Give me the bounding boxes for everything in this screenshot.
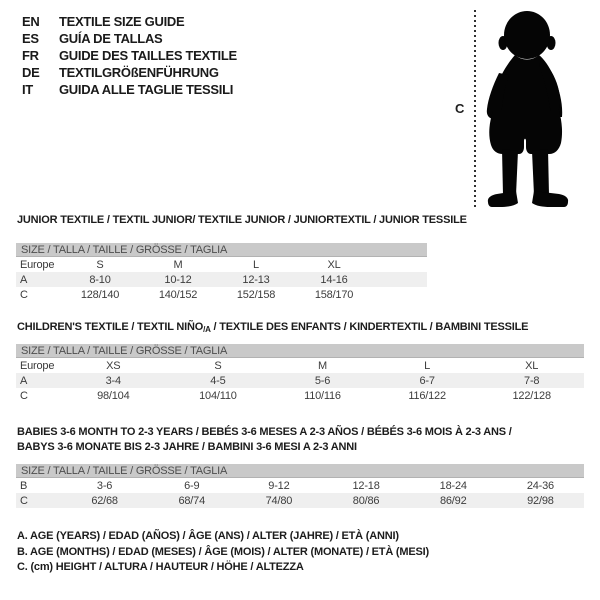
size-header-bar: SIZE / TALLA / TAILLE / GRÖSSE / TAGLIA xyxy=(16,344,584,358)
lang-label: GUÍA DE TALLAS xyxy=(59,31,163,46)
lang-label: GUIDA ALLE TAGLIE TESSILI xyxy=(59,82,234,97)
table-cell: 86/92 xyxy=(439,494,467,507)
row-label: Europe xyxy=(20,359,55,372)
children-section-title xyxy=(17,321,528,334)
table-cell: 18-24 xyxy=(439,479,467,492)
lang-code: EN xyxy=(22,14,40,29)
babies-size-table xyxy=(16,464,584,508)
table-cell: S xyxy=(214,359,222,372)
table-cell: M xyxy=(173,258,183,271)
table-cell: 3-4 xyxy=(105,374,121,387)
table-cell: 80/86 xyxy=(352,494,380,507)
table-cell: 14-16 xyxy=(320,273,348,286)
table-cell: 7-8 xyxy=(524,374,540,387)
table-row-age xyxy=(16,272,427,287)
table-cell: 6-9 xyxy=(184,479,200,492)
size-header-bar: SIZE / TALLA / TAILLE / GRÖSSE / TAGLIA xyxy=(16,243,427,257)
babies-title-line1: BABIES 3-6 MONTH TO 2-3 YEARS / BEBÉS 3-6 MESES A 2-3 AÑOS / BÉBÉS 3-6 MOIS À 2-3 ANS / xyxy=(17,426,512,438)
lang-code: ES xyxy=(22,31,39,46)
height-measure-line xyxy=(474,10,476,208)
babies-section-title xyxy=(17,425,512,455)
table-cell: M xyxy=(318,359,327,372)
table-cell: 98/104 xyxy=(97,389,130,402)
table-row-height xyxy=(16,493,584,508)
table-cell: 10-12 xyxy=(164,273,192,286)
table-cell: 12-18 xyxy=(352,479,380,492)
table-cell: L xyxy=(424,359,431,372)
table-row-height xyxy=(16,287,427,302)
babies-title-line2: BABYS 3-6 MONATE BIS 2-3 JAHRE / BAMBINI 3-6 MESI A 2-3 ANNI xyxy=(17,441,357,453)
table-cell: 116/122 xyxy=(408,389,446,402)
junior-size-table xyxy=(16,243,427,302)
table-cell: 128/140 xyxy=(80,288,120,301)
lang-row-es xyxy=(22,30,237,47)
table-cell: L xyxy=(253,258,259,271)
table-cell: 158/170 xyxy=(314,288,354,301)
table-cell: 152/158 xyxy=(236,288,276,301)
lang-row-fr xyxy=(22,47,237,64)
height-measure-label: C xyxy=(455,101,465,116)
table-cell: 62/68 xyxy=(91,494,118,507)
table-cell: 104/110 xyxy=(199,389,237,402)
row-label: Europe xyxy=(20,258,55,271)
row-label: C xyxy=(20,288,28,301)
lang-label: TEXTILGRÖßENFÜHRUNG xyxy=(59,65,219,80)
table-row-months xyxy=(16,478,584,493)
table-cell: 24-36 xyxy=(526,479,554,492)
legend-line-a: A. AGE (YEARS) / EDAD (AÑOS) / ÂGE (ANS) / ALTER (JAHRE) / ETÀ (ANNI) xyxy=(17,530,399,542)
table-cell: 8-10 xyxy=(89,273,111,286)
children-title-part2: / TEXTILE DES ENFANTS / KINDERTEXTIL / BAMBINI TESSILE xyxy=(210,321,529,333)
table-cell: 68/74 xyxy=(178,494,205,507)
lang-label: TEXTILE SIZE GUIDE xyxy=(59,14,185,29)
table-cell: 92/98 xyxy=(527,494,554,507)
table-cell: 4-5 xyxy=(210,374,226,387)
table-cell: XS xyxy=(106,359,121,372)
lang-code: FR xyxy=(22,48,39,63)
row-label: C xyxy=(20,389,28,402)
baby-silhouette-icon xyxy=(484,9,572,208)
table-row-europe xyxy=(16,257,427,272)
language-list xyxy=(22,13,237,98)
table-cell: S xyxy=(96,258,104,271)
lang-row-en xyxy=(22,13,237,30)
table-cell: 6-7 xyxy=(419,374,435,387)
table-cell: 5-6 xyxy=(314,374,331,387)
lang-row-de xyxy=(22,64,237,81)
table-row-europe xyxy=(16,358,584,373)
table-cell: 3-6 xyxy=(96,479,113,492)
table-cell: 122/128 xyxy=(512,389,551,402)
legend-line-c: C. (cm) HEIGHT / ALTURA / HAUTEUR / HÖHE / ALTEZZA xyxy=(17,561,304,573)
children-size-table xyxy=(16,344,584,403)
lang-label: GUIDE DES TAILLES TEXTILE xyxy=(59,48,237,63)
table-row-height xyxy=(16,388,584,403)
row-label: A xyxy=(20,374,28,387)
legend-line-b: B. AGE (MONTHS) / EDAD (MESES) / ÂGE (MOIS) / ALTER (MONATE) / ETÀ (MESI) xyxy=(17,545,429,558)
lang-code: DE xyxy=(22,65,40,80)
children-title-part1: CHILDREN'S TEXTILE / TEXTIL NIÑO xyxy=(17,321,204,333)
table-cell: 140/152 xyxy=(158,288,198,301)
measurement-legend xyxy=(17,530,429,577)
table-cell: 74/80 xyxy=(265,494,293,507)
size-header-bar: SIZE / TALLA / TAILLE / GRÖSSE / TAGLIA xyxy=(16,464,584,478)
lang-code: IT xyxy=(22,82,33,97)
children-title-sub: /A xyxy=(203,325,211,334)
table-cell: 12-13 xyxy=(242,273,270,286)
table-cell: XL xyxy=(327,258,341,271)
junior-section-title: JUNIOR TEXTILE / TEXTIL JUNIOR/ TEXTILE JUNIOR / JUNIORTEXTIL / JUNIOR TESSILE xyxy=(17,214,467,226)
table-cell: XL xyxy=(525,359,539,372)
row-label: B xyxy=(20,479,28,492)
table-cell: 9-12 xyxy=(268,479,290,492)
row-label: A xyxy=(20,273,28,286)
lang-row-it xyxy=(22,81,237,98)
table-cell: 110/116 xyxy=(304,389,341,402)
row-label: C xyxy=(20,494,28,507)
table-row-age xyxy=(16,373,584,388)
